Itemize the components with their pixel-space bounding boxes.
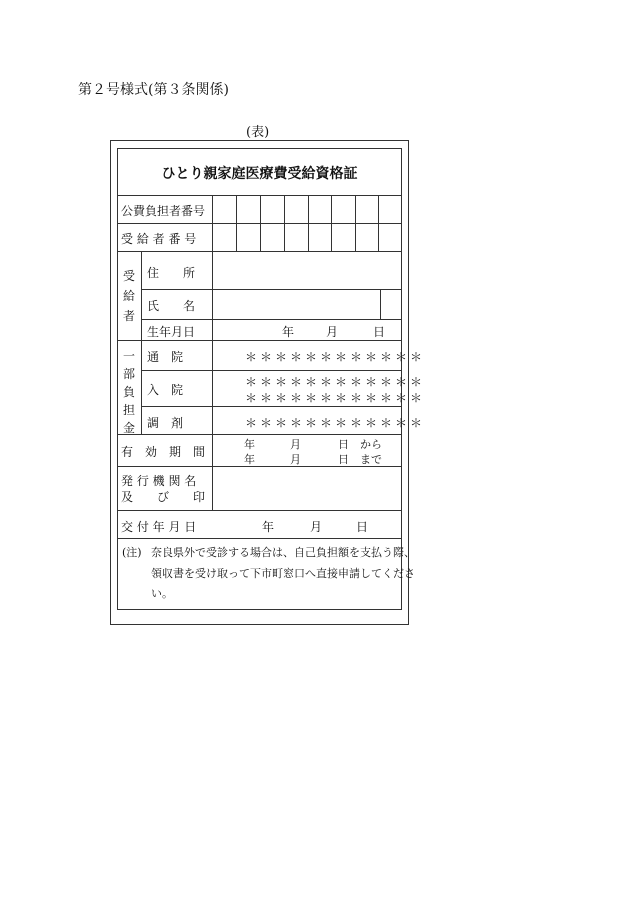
note-tag: (注) xyxy=(122,546,142,559)
valid-to-day-unit: 日 xyxy=(338,453,349,466)
valid-to-month-unit: 月 xyxy=(290,453,301,466)
digit-box-divider xyxy=(378,195,379,251)
divider xyxy=(141,251,142,434)
inpatient-amount: ＊＊＊＊＊＊＊＊＊＊＊＊ xyxy=(245,391,426,405)
digit-box-divider xyxy=(331,195,332,251)
copay-group-char: 担 xyxy=(122,403,135,417)
divider xyxy=(117,510,402,511)
dispensing-label: 調 剤 xyxy=(147,416,184,430)
valid-to-year-unit: 年 xyxy=(244,453,255,466)
address-label: 住 所 xyxy=(147,266,196,280)
recipient-group-char: 受 xyxy=(122,269,135,283)
form-number: 第２号様式(第３条関係) xyxy=(78,82,229,98)
recipient-group-char: 給 xyxy=(122,289,135,303)
note-line: 領収書を受け取って下市町窓口へ直接申請してくださ xyxy=(151,567,415,580)
digit-box-divider xyxy=(355,195,356,251)
divider xyxy=(141,319,402,320)
inpatient-label: 入 院 xyxy=(147,383,184,397)
recipient-group-char: 者 xyxy=(122,309,135,323)
divider xyxy=(141,289,402,290)
issue-year-unit: 年 xyxy=(262,520,275,534)
outpatient-label: 通 院 xyxy=(147,350,184,364)
valid-from-suffix: から xyxy=(360,438,382,451)
divider xyxy=(141,406,402,407)
copay-group-char: 一 xyxy=(122,349,135,363)
divider xyxy=(212,195,213,510)
issuer-label-line2: 及 び 印 xyxy=(121,490,206,504)
recipient-number-label: 受 給 者 番 号 xyxy=(121,232,197,246)
divider xyxy=(380,289,381,319)
note-line: い。 xyxy=(151,587,173,600)
divider xyxy=(117,538,402,539)
birthdate-day-unit: 日 xyxy=(373,325,386,339)
inpatient-amount: ＊＊＊＊＊＊＊＊＊＊＊＊ xyxy=(245,375,426,389)
outpatient-amount: ＊＊＊＊＊＊＊＊＊＊＊＊ xyxy=(245,350,426,364)
birthdate-year-unit: 年 xyxy=(282,325,295,339)
issue-month-unit: 月 xyxy=(310,520,323,534)
note-line: 奈良県外で受診する場合は、自己負担額を支払う際、 xyxy=(151,546,415,559)
issue-date-label: 交 付 年 月 日 xyxy=(121,520,197,534)
divider xyxy=(117,251,402,252)
divider xyxy=(117,434,402,435)
issue-day-unit: 日 xyxy=(356,520,369,534)
public-payer-number-label: 公費負担者番号 xyxy=(121,204,206,218)
digit-box-divider xyxy=(284,195,285,251)
digit-box-divider xyxy=(308,195,309,251)
issuer-label-line1: 発 行 機 関 名 xyxy=(121,474,197,488)
copay-group-char: 負 xyxy=(122,385,135,399)
birthdate-month-unit: 月 xyxy=(326,325,339,339)
valid-period-label: 有 効 期 間 xyxy=(121,445,206,459)
copay-group-char: 金 xyxy=(122,421,135,435)
valid-from-day-unit: 日 xyxy=(338,438,349,451)
valid-to-suffix: まで xyxy=(360,453,382,466)
divider xyxy=(141,370,402,371)
side-label: (表) xyxy=(246,125,270,140)
digit-box-divider xyxy=(260,195,261,251)
dispensing-amount: ＊＊＊＊＊＊＊＊＊＊＊＊ xyxy=(245,416,426,430)
valid-from-month-unit: 月 xyxy=(290,438,301,451)
name-label: 氏 名 xyxy=(147,299,196,313)
divider xyxy=(117,340,402,341)
valid-from-year-unit: 年 xyxy=(244,438,255,451)
birthdate-label: 生年月日 xyxy=(147,325,196,339)
digit-box-divider xyxy=(236,195,237,251)
certificate-title: ひとり親家庭医療費受給資格証 xyxy=(161,166,358,182)
copay-group-char: 部 xyxy=(122,367,135,381)
